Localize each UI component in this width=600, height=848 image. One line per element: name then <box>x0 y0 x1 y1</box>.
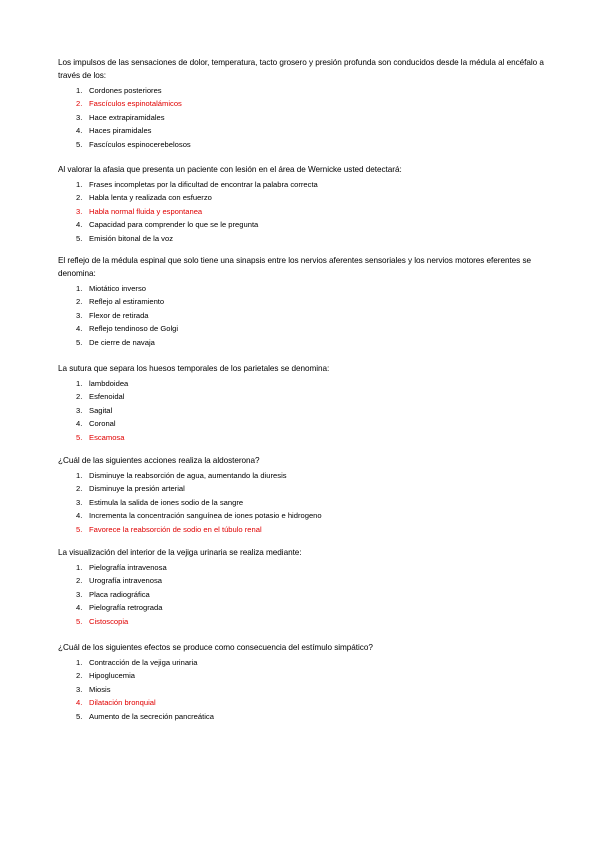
option-number: 1. <box>76 284 83 293</box>
option-item <box>58 574 548 587</box>
option-text: Haces piramidales <box>89 126 152 136</box>
option-text: Pielografía retrograda <box>89 603 163 613</box>
option-item-correct <box>58 97 548 110</box>
question-text: La sutura que separa los huesos temporales de los parietales se denomina: <box>58 364 330 373</box>
option-number: 1. <box>76 658 83 667</box>
question-text: Al valorar la afasia que presenta un paciente con lesión en el área de Wernicke usted detectará: <box>58 165 402 174</box>
option-item <box>58 111 548 124</box>
option-number: 4. <box>76 324 83 334</box>
option-item <box>58 336 548 349</box>
option-number: 3. <box>76 310 83 320</box>
question-6 <box>58 546 548 628</box>
option-number: 2. <box>76 297 83 307</box>
option-text: Miosis <box>89 684 111 694</box>
option-text: Habla normal fluida y espontanea <box>89 206 203 216</box>
question-text: La visualización del interior de la vejiga urinaria se realiza mediante: <box>58 548 302 557</box>
option-item <box>58 295 548 308</box>
option-item-correct <box>58 205 548 218</box>
option-text: Hace extrapiramidales <box>89 112 165 122</box>
option-item <box>58 496 548 509</box>
option-number: 3. <box>76 112 83 122</box>
option-number: 3. <box>76 497 83 507</box>
option-number: 2. <box>76 392 83 402</box>
option-number: 4. <box>76 698 83 708</box>
option-text: Cordones posteriores <box>89 86 162 95</box>
option-text: Incrementa la concentración sanguínea de iones potasio e hidrogeno <box>89 511 322 521</box>
option-number: 2. <box>76 576 83 586</box>
option-number: 3. <box>76 405 83 415</box>
option-item <box>58 561 548 574</box>
option-text: Fascículos espinocerebelosos <box>89 139 191 149</box>
option-text: Habla lenta y realizada con esfuerzo <box>89 193 212 203</box>
option-item-correct <box>58 615 548 628</box>
option-item <box>58 469 548 482</box>
option-number: 3. <box>76 589 83 599</box>
option-text: Disminuye la reabsorción de agua, aumentando la diuresis <box>89 471 287 480</box>
option-number: 2. <box>76 99 83 109</box>
option-list <box>58 656 548 723</box>
option-text: Capacidad para comprender lo que se le pregunta <box>89 220 259 230</box>
question-7 <box>58 641 548 723</box>
option-number: 1. <box>76 379 83 388</box>
option-number: 5. <box>76 139 83 149</box>
option-list <box>58 561 548 628</box>
option-item <box>58 588 548 601</box>
option-number: 1. <box>76 180 83 189</box>
option-text: Aumento de la secreción pancreática <box>89 711 214 721</box>
option-number: 2. <box>76 193 83 203</box>
option-number: 4. <box>76 419 83 429</box>
option-list <box>58 178 548 245</box>
option-number: 3. <box>76 684 83 694</box>
option-item <box>58 404 548 417</box>
option-item <box>58 84 548 97</box>
question-text: El reflejo de la médula espinal que solo tiene una sinapsis entre los nervios aferentes sensoriales y los nervios motores eferentes se denomina: <box>58 256 531 278</box>
option-number: 4. <box>76 511 83 521</box>
option-text: Coronal <box>89 419 116 429</box>
option-number: 5. <box>76 711 83 721</box>
option-item <box>58 482 548 495</box>
option-item <box>58 669 548 682</box>
option-text: Placa radiográfica <box>89 589 150 599</box>
option-list <box>58 282 548 349</box>
option-text: Emisión bitonal de la voz <box>89 233 173 243</box>
option-item <box>58 282 548 295</box>
option-item <box>58 232 548 245</box>
option-item <box>58 138 548 151</box>
option-text: lambdoidea <box>89 379 129 388</box>
option-text: Pielografía intravenosa <box>89 563 167 572</box>
option-item <box>58 178 548 191</box>
option-number: 4. <box>76 220 83 230</box>
option-text: De cierre de navaja <box>89 337 155 347</box>
option-text: Hipoglucemia <box>89 671 136 681</box>
option-item <box>58 656 548 669</box>
option-item <box>58 309 548 322</box>
option-item <box>58 191 548 204</box>
question-5 <box>58 454 548 536</box>
option-list <box>58 469 548 536</box>
option-text: Estimula la salida de iones sodio de la sangre <box>89 497 244 507</box>
option-number: 2. <box>76 484 83 494</box>
option-text: Sagital <box>89 405 113 415</box>
option-item <box>58 601 548 614</box>
option-list <box>58 84 548 151</box>
question-4 <box>58 362 548 444</box>
option-text: Miotático inverso <box>89 284 146 293</box>
option-list <box>58 377 548 444</box>
option-item <box>58 124 548 137</box>
question-2 <box>58 163 548 245</box>
option-item-correct <box>58 523 548 536</box>
question-text: Los impulsos de las sensaciones de dolor, temperatura, tacto grosero y presión profunda son conducidos desde la médula al encéfalo a través de los: <box>58 58 544 80</box>
option-item <box>58 322 548 335</box>
option-item <box>58 417 548 430</box>
option-text: Flexor de retirada <box>89 310 149 320</box>
option-number: 5. <box>76 524 83 534</box>
option-text: Favorece la reabsorción de sodio en el túbulo renal <box>89 524 262 534</box>
question-1 <box>58 56 548 151</box>
option-text: Fascículos espinotalámicos <box>89 99 182 109</box>
option-number: 5. <box>76 616 83 626</box>
question-text: ¿Cuál de los siguientes efectos se produce como consecuencia del estímulo simpático? <box>58 643 373 652</box>
option-text: Contracción de la vejiga urinaria <box>89 658 198 667</box>
option-item <box>58 390 548 403</box>
option-number: 2. <box>76 671 83 681</box>
option-number: 4. <box>76 603 83 613</box>
option-item <box>58 683 548 696</box>
option-number: 5. <box>76 233 83 243</box>
option-number: 3. <box>76 206 83 216</box>
question-text: ¿Cuál de las siguientes acciones realiza la aldosterona? <box>58 456 260 465</box>
option-item-correct <box>58 431 548 444</box>
option-item <box>58 710 548 723</box>
option-text: Reflejo tendinoso de Golgi <box>89 324 179 334</box>
option-item <box>58 377 548 390</box>
option-number: 4. <box>76 126 83 136</box>
option-text: Reflejo al estiramiento <box>89 297 165 307</box>
question-3 <box>58 254 548 349</box>
option-text: Disminuye la presión arterial <box>89 484 185 494</box>
option-text: Dilatación bronquial <box>89 698 156 708</box>
option-item <box>58 509 548 522</box>
option-item <box>58 218 548 231</box>
option-text: Esfenoidal <box>89 392 125 402</box>
option-text: Frases incompletas por la dificultad de encontrar la palabra correcta <box>89 180 318 189</box>
option-number: 1. <box>76 86 83 95</box>
option-text: Escamosa <box>89 432 125 442</box>
option-number: 1. <box>76 471 83 480</box>
option-item-correct <box>58 696 548 709</box>
option-number: 1. <box>76 563 83 572</box>
option-text: Urografía intravenosa <box>89 576 163 586</box>
option-text: Cistoscopia <box>89 616 129 626</box>
option-number: 5. <box>76 337 83 347</box>
option-number: 5. <box>76 432 83 442</box>
